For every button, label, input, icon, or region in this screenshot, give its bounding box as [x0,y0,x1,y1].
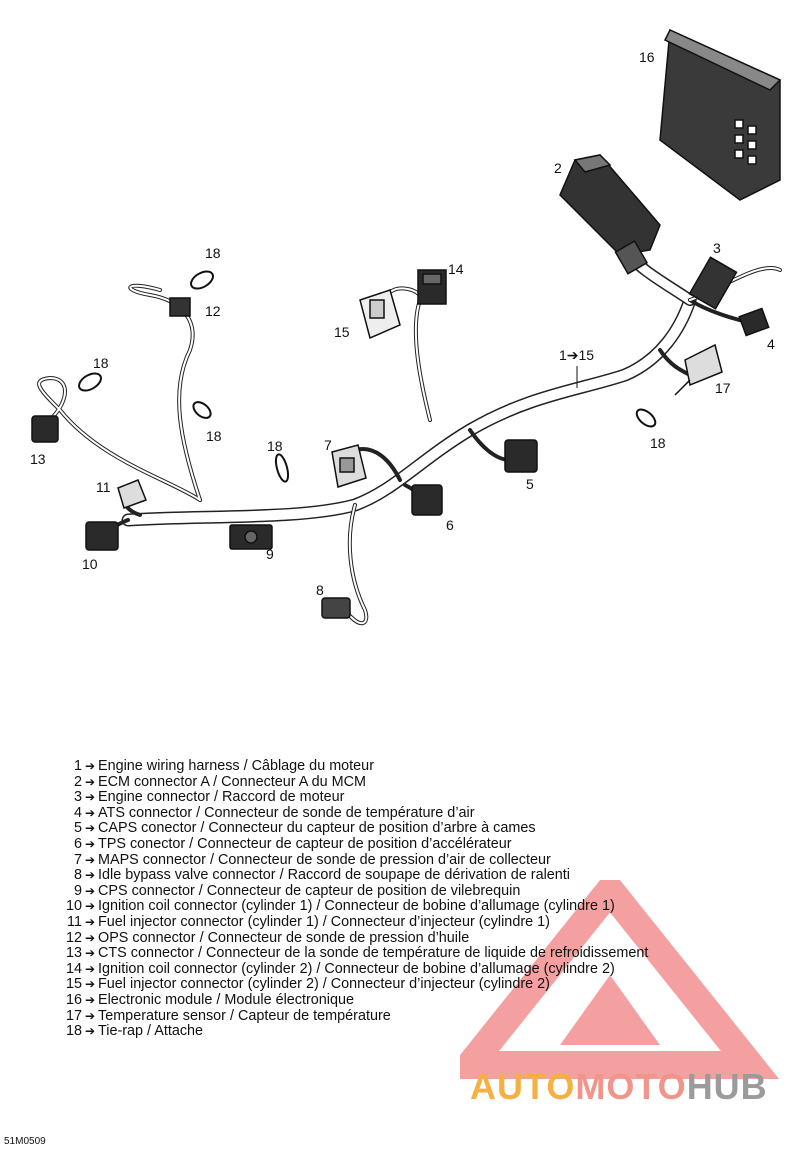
watermark-part-1: AUTO [470,1066,576,1107]
callout-4: 4 [767,336,775,352]
legend-item-number: 10 [65,898,82,915]
legend-item [58,837,758,853]
legend-item-number: 13 [65,945,82,962]
engine-connector-3 [690,257,737,308]
legend-item-text: ATS connector / Connecteur de sonde de température d’air [98,804,475,821]
callout-13: 13 [30,451,46,467]
legend-item [58,759,758,775]
legend-item-text: Fuel injector connector (cylinder 1) / Connecteur d’injecteur (cylindre 1) [98,913,550,930]
watermark-part-3: HUB [686,1066,768,1107]
arrow-icon: ➔ [84,790,96,805]
fuel-injector-connector-11 [118,480,146,508]
callout-10: 10 [82,556,98,572]
arrow-icon: ➔ [84,961,96,976]
legend-item [58,821,758,837]
callout-14: 14 [448,261,464,277]
legend-item-text: Ignition coil connector (cylinder 2) / Connecteur de bobine d’allumage (cylindre 2) [98,960,615,977]
legend-item [58,977,758,993]
legend-item [58,962,758,978]
callout-8: 8 [316,582,324,598]
callout-18-e: 18 [650,435,666,451]
legend-item-text: Temperature sensor / Capteur de température [98,1007,391,1024]
idle-bypass-valve-connector-8 [322,598,350,618]
legend-item-number: 15 [65,976,82,993]
cts-connector-13 [32,416,58,442]
legend-item [58,806,758,822]
callout-5: 5 [526,476,534,492]
legend-item [58,868,758,884]
legend-item [58,853,758,869]
legend-item-number: 7 [73,851,82,868]
legend-item [58,931,758,947]
legend-item [58,946,758,962]
arrow-icon: ➔ [84,821,96,836]
callout-7: 7 [324,437,332,453]
legend-item-number: 11 [67,913,82,930]
callout-18-c: 18 [206,428,222,444]
fuel-injector-connector-15 [360,290,400,338]
legend-item [58,790,758,806]
arrow-icon: ➔ [84,1008,96,1023]
callout-2: 2 [554,160,562,176]
callout-11: 11 [96,479,111,495]
legend-item-text: TPS conector / Connecteur de capteur de position d’accélérateur [98,835,512,852]
legend-item-number: 17 [65,1007,82,1024]
callout-16: 16 [639,49,655,65]
arrow-icon: ➔ [84,805,96,820]
callout-17: 17 [715,380,731,396]
arrow-icon: ➔ [84,852,96,867]
legend-item-number: 6 [73,835,82,852]
electronic-module-16 [660,30,780,200]
ignition-coil-connector-14 [418,270,446,304]
legend-item-text: CAPS conector / Connecteur du capteur de position d’arbre à cames [98,820,536,837]
legend-item [58,915,758,931]
callout-1-15: 1➔15 [559,347,595,363]
arrow-icon: ➔ [84,868,96,883]
legend-item-number: 1 [73,758,82,774]
legend-item-number: 4 [73,804,82,821]
legend-item [58,899,758,915]
legend-item-number: 8 [73,867,82,884]
legend-item-number: 18 [65,1023,82,1040]
legend-item-text: CTS connector / Connecteur de la sonde de température de liquide de refroidissement [98,945,649,962]
legend-item-text: Ignition coil connector (cylinder 1) / Connecteur de bobine d’allumage (cylindre 1) [98,898,615,915]
legend-item-text: Engine connector / Raccord de moteur [98,789,345,806]
arrow-icon: ➔ [84,914,96,929]
legend-item-text: ECM connector A / Connecteur A du MCM [98,773,366,790]
callout-15: 15 [334,324,350,340]
arrow-icon: ➔ [84,946,96,961]
legend-item [58,1009,758,1025]
legend-item-text: Idle bypass valve connector / Raccord de soupape de dérivation de ralenti [98,867,570,884]
legend [58,759,758,1040]
thin-branches [39,268,780,623]
legend-item [58,993,758,1009]
callout-18-a: 18 [205,245,221,261]
arrow-icon: ➔ [84,992,96,1007]
ats-connector-4 [739,308,768,335]
callout-12: 12 [205,303,221,319]
ecm-connector-2 [560,155,660,274]
callout-18-d: 18 [267,438,283,454]
arrow-icon: ➔ [84,977,96,992]
arrow-icon: ➔ [84,899,96,914]
callout-9: 9 [266,546,274,562]
ops-connector-12 [170,298,190,316]
legend-item-number: 3 [73,789,82,806]
tps-connector-6 [412,485,442,515]
legend-item-text: Electronic module / Module électronique [98,991,354,1008]
legend-item-text: Fuel injector connector (cylinder 2) / Connecteur d’injecteur (cylindre 2) [98,976,550,993]
legend-item-number: 16 [65,991,82,1008]
arrow-icon: ➔ [84,759,96,773]
legend-item-number: 12 [65,929,82,946]
callout-6: 6 [446,517,454,533]
maps-connector-7 [332,445,366,487]
legend-item-number: 14 [65,960,82,977]
legend-item-text: MAPS connector / Connecteur de sonde de pression d’air de collecteur [98,851,551,868]
watermark-part-2: MOTO [575,1066,687,1107]
callout-18-b: 18 [93,355,109,371]
legend-item [58,884,758,900]
legend-item-number: 5 [73,820,82,837]
legend-item-text: CPS connector / Connecteur de capteur de position de vilebrequin [98,882,521,899]
caps-connector-5 [505,440,537,472]
watermark-text [470,1066,768,1108]
arrow-icon: ➔ [84,774,96,789]
legend-item-number: 9 [73,882,82,899]
legend-item-text: Engine wiring harness / Câblage du moteur [98,758,374,774]
arrow-icon: ➔ [84,1024,96,1039]
legend-item [58,1024,758,1040]
arrow-icon: ➔ [84,930,96,945]
legend-item-text: OPS connector / Connecteur de sonde de pression d’huile [98,929,470,946]
ignition-coil-connector-10 [86,522,118,550]
legend-item-number: 2 [73,773,82,790]
arrow-icon: ➔ [84,836,96,851]
arrow-icon: ➔ [84,883,96,898]
callout-3: 3 [713,240,721,256]
diagram-code: 51M0509 [4,1136,46,1147]
legend-item [58,775,758,791]
legend-item-text: Tie-rap / Attache [98,1023,204,1040]
